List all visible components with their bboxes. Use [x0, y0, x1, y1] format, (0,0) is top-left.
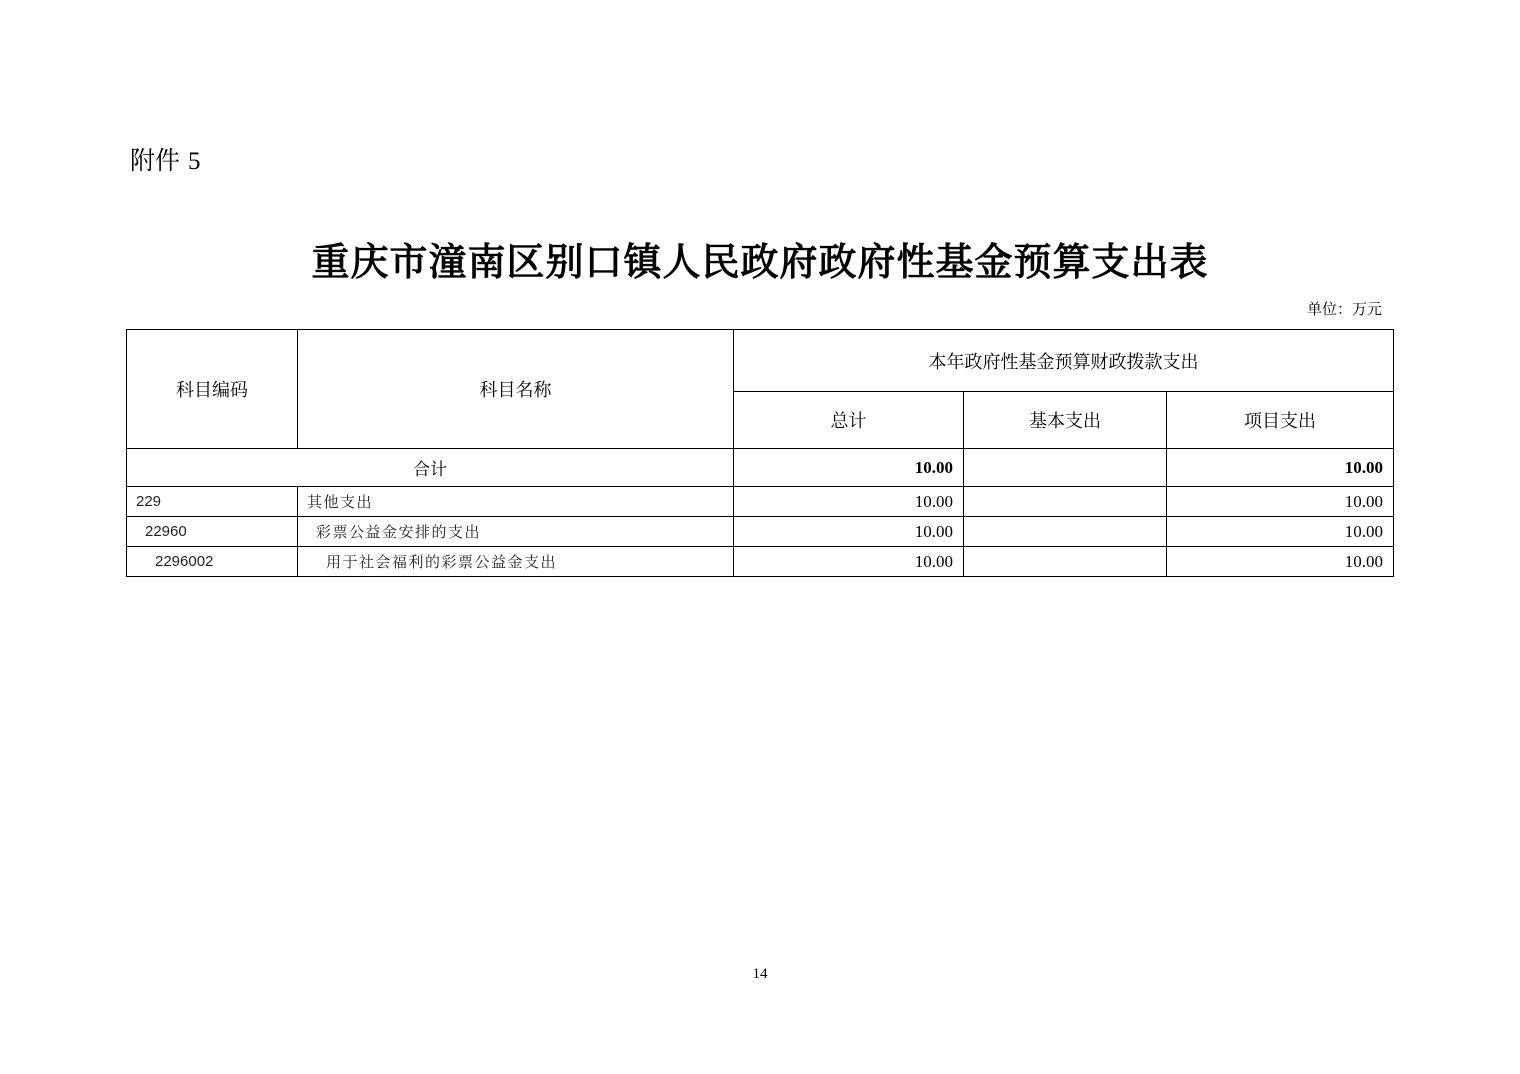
row-basic	[964, 547, 1167, 577]
budget-table	[126, 329, 1394, 577]
header-group: 本年政府性基金预算财政拨款支出	[734, 330, 1394, 392]
total-total: 10.00	[734, 449, 964, 487]
unit-label: 单位：万元	[1306, 300, 1382, 318]
header-project: 项目支出	[1167, 392, 1394, 449]
row-name: 彩票公益金安排的支出	[298, 517, 734, 547]
header-total: 总计	[734, 392, 964, 449]
page-title: 重庆市潼南区别口镇人民政府政府性基金预算支出表	[311, 239, 1209, 284]
row-project: 10.00	[1167, 487, 1394, 517]
row-code: 22960	[127, 517, 298, 547]
row-basic	[964, 517, 1167, 547]
header-code: 科目编码	[127, 330, 298, 449]
row-name: 其他支出	[298, 487, 734, 517]
annex-text: 附件	[130, 146, 181, 175]
total-basic	[964, 449, 1167, 487]
row-project: 10.00	[1167, 547, 1394, 577]
page-number: 14	[752, 966, 768, 982]
row-total: 10.00	[734, 547, 964, 577]
row-total: 10.00	[734, 487, 964, 517]
annex-label	[130, 143, 200, 180]
annex-number: 5	[187, 148, 201, 175]
row-total: 10.00	[734, 517, 964, 547]
total-label: 合计	[127, 449, 734, 487]
row-name: 用于社会福利的彩票公益金支出	[298, 547, 734, 577]
row-code: 229	[127, 487, 298, 517]
total-row	[127, 449, 1394, 487]
header-name: 科目名称	[298, 330, 734, 449]
row-project: 10.00	[1167, 517, 1394, 547]
table-row	[127, 487, 1394, 517]
row-basic	[964, 487, 1167, 517]
table-row	[127, 517, 1394, 547]
table-row	[127, 547, 1394, 577]
header-basic: 基本支出	[964, 392, 1167, 449]
row-code: 2296002	[127, 547, 298, 577]
header-row-1	[127, 330, 1394, 392]
total-project: 10.00	[1167, 449, 1394, 487]
